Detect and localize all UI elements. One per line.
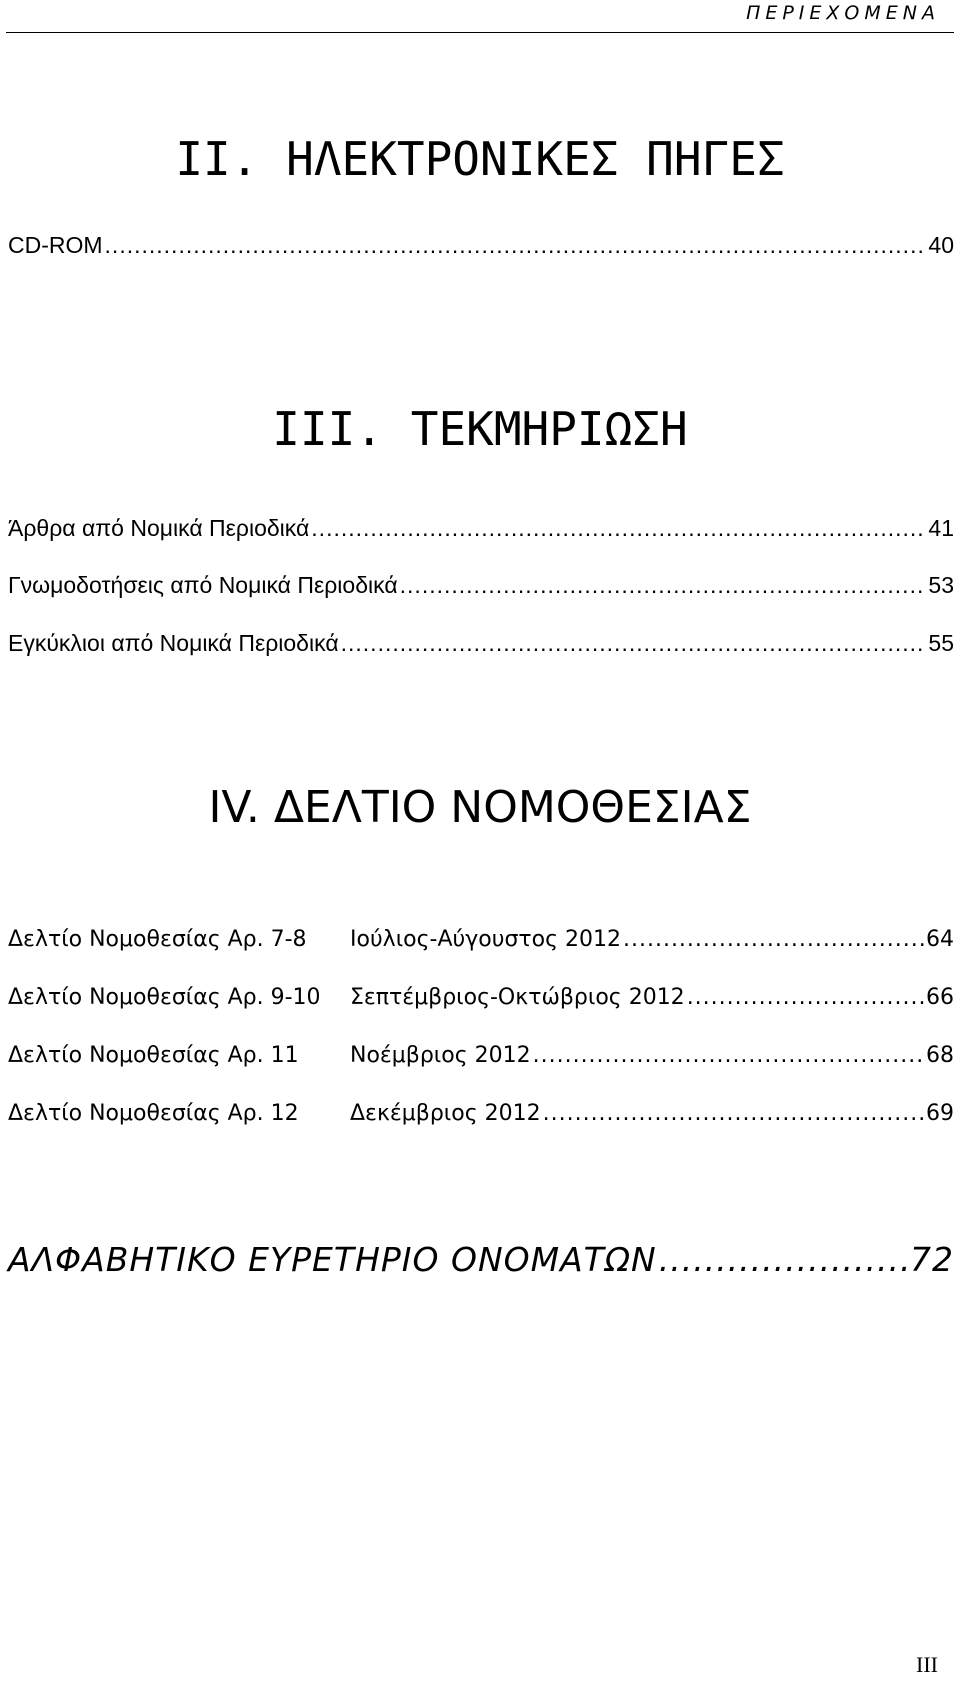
toc-entry-page: 41: [928, 515, 954, 541]
toc-entry-label: CD-ROM: [8, 232, 103, 258]
toc-entry-period: Ιούλιος-Αύγουστος 2012: [350, 927, 621, 952]
dot-leader: [105, 232, 927, 259]
toc-entry-bulletin-11[interactable]: [8, 1043, 954, 1068]
toc-entry-period: Νοέμβριος 2012: [350, 1043, 531, 1068]
running-head: ΠΕΡΙΕΧΟΜΕΝΑ: [746, 2, 940, 24]
toc-entry-alphabetical-index[interactable]: [8, 1240, 954, 1279]
section-title-legislation-bulletin: IV. ΔΕΛΤΙΟ ΝΟΜΟΘΕΣΙΑΣ: [208, 782, 752, 833]
toc-entry-page: 69: [926, 1101, 954, 1126]
toc-entry-page: 72: [910, 1240, 954, 1279]
toc-entry-label: Δελτίο Νομοθεσίας Αρ. 9-10: [8, 985, 321, 1010]
toc-entry-label: Δελτίο Νομοθεσίας Αρ. 7-8: [8, 927, 307, 952]
toc-entry-label: Εγκύκλιοι από Νομικά Περιοδικά: [8, 630, 339, 656]
page-number: III: [916, 1652, 938, 1677]
dot-leader: [311, 515, 926, 542]
toc-entry-page: 53: [928, 572, 954, 598]
dot-leader: [687, 985, 924, 1010]
toc-entry-page: 66: [926, 985, 954, 1010]
toc-entry-page: 55: [928, 630, 954, 656]
dot-leader: [543, 1101, 924, 1126]
header-rule: [6, 32, 954, 33]
toc-entry-bulletin-9-10[interactable]: [8, 985, 954, 1010]
toc-entry-page: 64: [926, 927, 954, 952]
toc-entry-cd-rom[interactable]: [8, 232, 954, 259]
toc-entry-label: Δελτίο Νομοθεσίας Αρ. 12: [8, 1101, 299, 1126]
dot-leader: [400, 572, 927, 599]
toc-entry-period: Δεκέμβριος 2012: [350, 1101, 541, 1126]
dot-leader: [659, 1240, 908, 1279]
toc-entry-bulletin-7-8[interactable]: [8, 927, 954, 952]
dot-leader: [533, 1043, 924, 1068]
toc-entry-bulletin-12[interactable]: [8, 1101, 954, 1126]
toc-entry-circulars[interactable]: [8, 630, 954, 657]
dot-leader: [341, 630, 927, 657]
toc-entry-label: Άρθρα από Νομικά Περιοδικά: [8, 515, 310, 541]
toc-entry-page: 68: [926, 1043, 954, 1068]
toc-entry-label: ΑΛΦΑΒΗΤΙΚΟ ΕΥΡΕΤΗΡΙΟ ΟΝΟΜΑΤΩΝ: [8, 1240, 657, 1279]
toc-entry-articles[interactable]: [8, 515, 954, 542]
toc-entry-opinions[interactable]: [8, 572, 954, 599]
section-title-electronic-sources: II. ΗΛΕΚΤΡΟΝΙΚΕΣ ΠΗΓΕΣ: [175, 132, 785, 186]
toc-entry-label: Γνωμοδοτήσεις από Νομικά Περιοδικά: [8, 572, 398, 598]
toc-entry-period: Σεπτέμβριος-Οκτώβριος 2012: [350, 985, 685, 1010]
dot-leader: [623, 927, 924, 952]
toc-entry-label: Δελτίο Νομοθεσίας Αρ. 11: [8, 1043, 299, 1068]
toc-entry-page: 40: [928, 232, 954, 258]
section-title-documentation: III. ΤΕΚΜΗΡΙΩΣΗ: [272, 402, 688, 456]
